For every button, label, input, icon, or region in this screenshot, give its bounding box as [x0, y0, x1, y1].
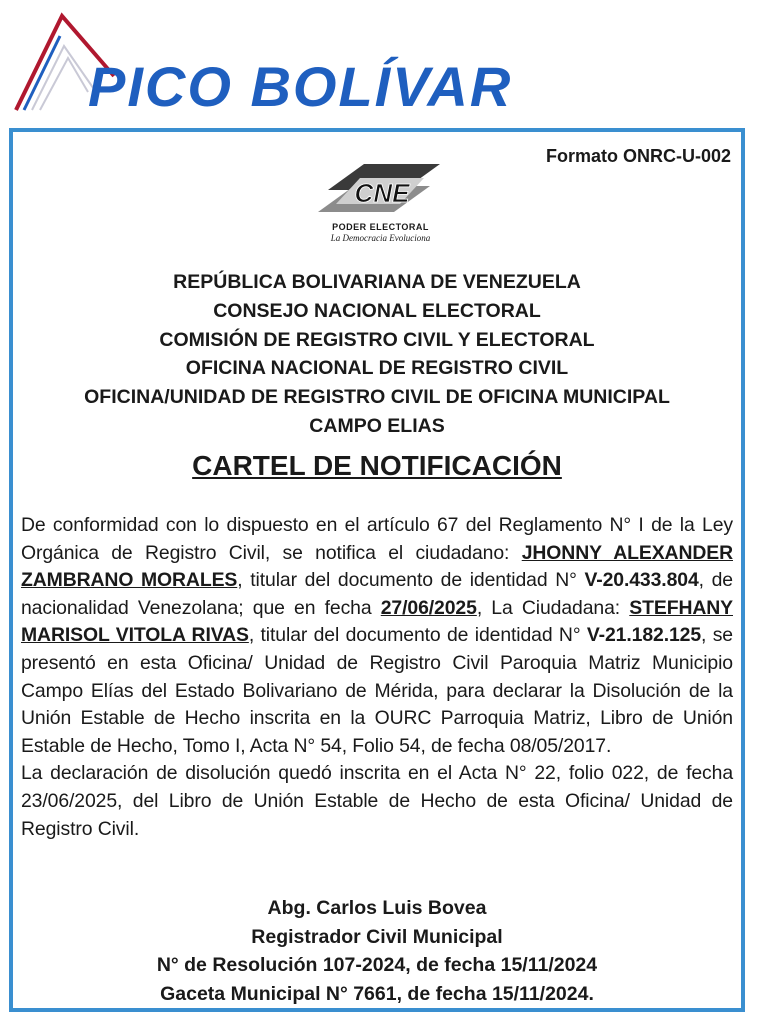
text: , La Ciudadana:	[476, 596, 630, 619]
cne-letters: CNE	[354, 178, 409, 208]
gazette-info: Gaceta Municipal N° 7661, de fecha 15/11/2024.	[160, 982, 594, 1005]
cne-emblem-icon	[316, 160, 446, 222]
cne-logo	[313, 160, 448, 255]
header-line: CONSEJO NACIONAL ELECTORAL	[213, 299, 541, 322]
header-line: OFICINA NACIONAL DE REGISTRO CIVIL	[185, 357, 569, 380]
format-code: Formato ONRC-U-002	[545, 146, 731, 166]
cne-tagline: La Democracia Evoluciona	[330, 233, 431, 243]
text: , titular del documento de identidad N°	[237, 569, 585, 592]
institution-header	[13, 268, 741, 441]
cne-poder-electoral: PODER ELECTORAL	[332, 222, 429, 232]
brand-name: PICO BOLÍVAR	[88, 55, 513, 118]
text: , se presentó en esta Oficina/ Unidad de Registro Civil Paroquia Matriz Municipio Campo Elías del Estado Bolivariano de Mérida, para declarar la Disolución de la Unión Estable de Hecho inscrita en la OURC Parroquia Matriz, Libro de Unión Estable de Hecho, Tomo I, Acta N° 54, Folio 54, de fecha 08/05/2017.	[21, 624, 733, 757]
id-2: V-21.182.125	[586, 624, 702, 647]
pico-bolivar-logo	[10, 6, 513, 118]
header-line: COMISIÓN DE REGISTRO CIVIL Y ELECTORAL	[159, 328, 595, 351]
text: , de nacionalidad Venezolana; que en fecha	[21, 569, 733, 619]
signer-role: Registrador Civil Municipal	[251, 925, 503, 948]
notice-body	[21, 512, 733, 843]
notice-frame	[9, 128, 745, 1012]
signer-name: Abg. Carlos Luis Bovea	[267, 897, 487, 919]
resolution-info: N° de Resolución 107-2024, de fecha 15/11/2024	[156, 954, 598, 976]
header-line: CAMPO ELIAS	[309, 414, 445, 437]
notice-title: CARTEL DE NOTIFICACIÓN	[192, 450, 562, 481]
id-1: V-20.433.804	[584, 569, 699, 592]
text: , titular del documento de identidad N°	[248, 624, 587, 647]
paragraph-1	[21, 512, 733, 760]
declaration-date: 27/06/2025	[380, 596, 477, 619]
person-1-name: JHONNY ALEXANDER ZAMBRANO MORALES	[21, 541, 733, 592]
person-2-name: STEFHANY MARISOL VITOLA RIVAS	[21, 596, 733, 647]
paragraph-2: La declaración de disolución quedó inscrita en el Acta N° 22, folio 022, de fecha 23/06/2025, del Libro de Unión Estable de Hecho de esta Oficina/ Unidad de Registro Civil.	[21, 762, 733, 840]
signature-block	[13, 894, 741, 1008]
header-line: OFICINA/UNIDAD DE REGISTRO CIVIL DE OFICINA MUNICIPAL	[84, 386, 670, 409]
header-line: REPÚBLICA BOLIVARIANA DE VENEZUELA	[173, 271, 581, 293]
text: De conformidad con lo dispuesto en el artículo 67 del Reglamento N° I de la Ley Orgánica de Registro Civil, se notifica el ciudadano:	[21, 514, 733, 564]
